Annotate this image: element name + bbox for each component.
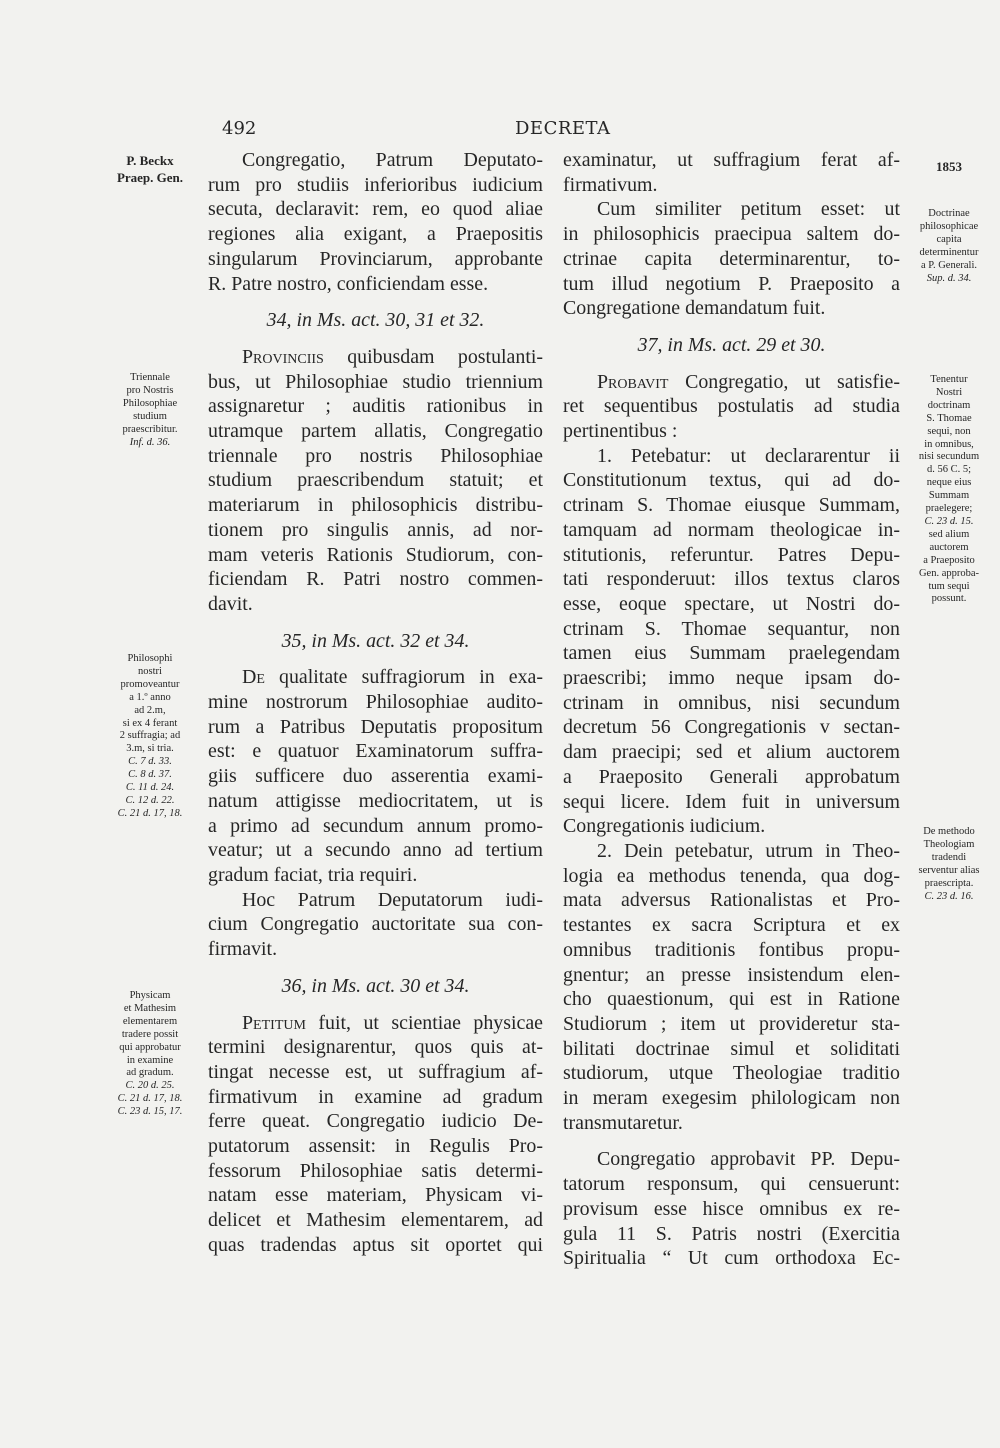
text-line: ret sequentibus postulatis ad studia (563, 395, 900, 418)
margin-note-line: determinentur (919, 246, 979, 258)
text-line: tionem pro singulis annis, ad nor- (208, 518, 543, 541)
text-line: Congregatio approbavit PP. Depu- (597, 1148, 900, 1171)
text-line: in meram exegesim philologicam non (563, 1087, 900, 1110)
text-line: ctrinam in omnibus, nisi secundum (563, 691, 900, 714)
running-title: DECRETA (515, 118, 611, 139)
text-line: ferre queat. Congregatio iudicio De- (208, 1110, 543, 1133)
margin-note-line: Gen. approba- (918, 567, 980, 579)
text-line: assignaretur ; auditis rationibus in (208, 395, 543, 418)
margin-note-line: qui approbatur (119, 1041, 181, 1053)
margin-note-line: Philosophi (127, 653, 173, 664)
text-line: transmutaretur. (563, 1111, 683, 1134)
margin-citation: Sup. d. 34. (926, 272, 972, 284)
margin-note-line: praescribitur. (122, 423, 178, 435)
small-caps-lead: Provinciis (242, 345, 324, 368)
text-line: Studiorum ; item ut provideretur sta- (563, 1012, 900, 1035)
margin-note-line: Triennale (130, 372, 170, 383)
margin-citation: C. 20 d. 25. (125, 1080, 175, 1092)
text-line: giis sufficere duo asserentia exami- (208, 765, 543, 788)
text-line: natam esse materiam, Physicam vi- (208, 1184, 543, 1207)
text-line: tingat necesse est, ut suffragium af- (208, 1060, 543, 1083)
paragraph-gap (208, 296, 543, 308)
margin-note-line: promoveantur (120, 678, 180, 690)
margin-citation: C. 23 d. 15. (924, 515, 974, 527)
text-line: rum a Patribus Deputatis propositum (208, 715, 543, 738)
text-line: tati responderuut: illos textus claros (563, 568, 900, 591)
right-margin-note (903, 208, 995, 285)
margin-note-line: Nostri (935, 386, 963, 398)
text-line: mine nostrorum Philosophiae audito- (208, 691, 543, 714)
text-line: sequi licere. Idem fuit in universum (563, 790, 900, 813)
text-line: secuta, declaravit: rem, eo quod aliae (208, 198, 543, 221)
margin-note-line: De methodo (923, 826, 975, 837)
margin-note-line: si ex 4 ferant (122, 717, 178, 729)
text-line: Probavit Congregatio, ut satisfie- (597, 370, 900, 393)
margin-note-line: P. Beckx (126, 153, 174, 168)
right-margin-note (903, 374, 995, 606)
margin-citation: C. 23 d. 16. (924, 890, 974, 902)
margin-note-line: praelegere; (925, 503, 973, 515)
text-line: tamquam ad normam theologicae in- (563, 518, 900, 541)
margin-note-line: Summam (928, 490, 970, 502)
text-line: tatorum responsum, qui censuerunt: (563, 1173, 900, 1196)
paragraph-gap (208, 962, 543, 974)
decree-heading: 35, in Ms. act. 32 et 34. (281, 629, 470, 652)
margin-note-line: doctrinam (927, 399, 971, 411)
text-line: ficiendam R. Patri nostro commen- (208, 568, 543, 591)
margin-citation: C. 23 d. 15, 17. (117, 1106, 183, 1118)
margin-note-line: Praep. Gen. (116, 170, 184, 185)
small-caps-lead: Probavit (597, 370, 669, 393)
text-line: testantes ex sacra Scriptura et ex (563, 914, 900, 937)
text-line: esse, eoque spectare, ut Nostri do- (563, 592, 900, 615)
text-line: a Praeposito Generali approbatum (563, 765, 900, 788)
margin-note-line: studium (133, 410, 167, 422)
margin-note-line: nisi secundum (918, 451, 980, 463)
text-line: in philosophicis praecipua saltem do- (563, 223, 900, 246)
text-line: praescribi; immo neque ipsam do- (563, 667, 900, 690)
text-line: tamen eius Summam praelegendam (563, 642, 900, 665)
margin-note-line: tradendi (931, 851, 967, 863)
margin-citation: C. 7 d. 33. (128, 756, 172, 768)
margin-note-line: a 1.º anno (129, 691, 171, 703)
text-line: studium praescribendum statuit; et (208, 469, 543, 492)
text-line: firmativum. (563, 173, 658, 196)
margin-note-line: auctorem (929, 541, 969, 553)
text-line: mam veteris Rationis Studiorum, con- (208, 543, 543, 566)
text-line: quas tradendas aptus sit oportet qui (208, 1233, 543, 1256)
margin-note-line: 2 suffragia; ad (119, 730, 181, 742)
text-line: putatorum assensit: in Regulis Pro- (208, 1135, 543, 1158)
text-line: cium Congregatio auctoritate sua con- (208, 913, 543, 936)
paragraph-gap (563, 358, 900, 370)
text-line: De qualitate suffragiorum in exa- (242, 666, 543, 689)
decree-heading: 36, in Ms. act. 30 et 34. (281, 974, 470, 997)
margin-citation: C. 11 d. 24. (125, 782, 175, 794)
margin-citation: Inf. d. 36. (129, 436, 171, 448)
margin-note-line: sequi, non (927, 425, 971, 437)
text-line: termini designarentur, quos quis at- (208, 1036, 543, 1059)
text-line: pertinentibus : (563, 420, 678, 443)
decree-heading: 37, in Ms. act. 29 et 30. (637, 333, 826, 356)
left-margin-note (100, 653, 200, 821)
text-line: Provinciis quibusdam postulanti- (242, 345, 543, 368)
margin-note-line: d. 56 C. 5; (926, 464, 972, 476)
margin-note-line: elementarem (122, 1015, 178, 1027)
margin-note-line: Doctrinae (928, 208, 970, 219)
text-line: ctrinam S. Thomae eiusque Summam, (563, 494, 900, 517)
text-line: Congregationis iudicium. (563, 815, 766, 838)
right-margin-note (903, 826, 995, 903)
margin-note-line: ad 2.m, (134, 704, 166, 716)
text-line: bus, ut Philosophiae studio triennium (208, 370, 543, 393)
margin-note-line: a P. Generali. (921, 259, 977, 271)
margin-citation: C. 12 d. 22. (125, 794, 175, 806)
margin-note-line: philosophicae (919, 220, 979, 232)
text-line: regiones alia exigant, a Praepositis (208, 223, 543, 246)
text-line: logia ea methodus tenenda, qua dog- (563, 864, 900, 887)
margin-note-line: 1853 (936, 159, 962, 174)
text-line: triennale pro nostris Philosophiae (208, 444, 543, 467)
margin-note-line: praescripta. (924, 877, 974, 889)
text-line: Hoc Patrum Deputatorum iudi- (242, 888, 543, 911)
margin-note-line: capita (936, 233, 962, 245)
margin-note-line: pro Nostris (126, 384, 174, 396)
margin-citation: C. 21 d. 17, 18. (117, 807, 183, 819)
margin-note-line: possunt. (931, 593, 967, 605)
left-margin-note (100, 152, 200, 186)
text-line: ctrinam S. Thomae sequantur, non (563, 617, 900, 640)
text-line: studiorum, utque Theologiae traditio (563, 1062, 900, 1085)
margin-note-line: Tenentur (930, 374, 968, 385)
page-number: 492 (222, 118, 257, 139)
text-line: decretum 56 Congregationis v sectan- (563, 716, 900, 739)
text-line: davit. (208, 592, 253, 615)
text-line: R. Patre nostro, conficiendam esse. (208, 272, 489, 295)
text-line: Constitutionum textus, qui ad do- (563, 469, 900, 492)
left-text-column (208, 148, 543, 1258)
text-line: rum pro studiis inferioribus iudicium (208, 173, 543, 196)
paragraph-gap (563, 321, 900, 333)
margin-note-line: Physicam (129, 990, 171, 1001)
right-text-column (563, 148, 900, 1271)
text-line: mata adversus Rationalistas et Pro- (563, 889, 900, 912)
paragraph-gap (208, 333, 543, 345)
text-line: fessorum Philosophiae satis determi- (208, 1159, 543, 1182)
text-line: omnibus traditionis fontibus propu- (563, 938, 900, 961)
text-line: 2. Dein petebatur, utrum in Theo- (597, 839, 900, 862)
text-line: Cum similiter petitum esset: ut (597, 198, 900, 221)
text-line: bilitati doctrinae simul et soliditati (563, 1037, 900, 1060)
text-line: firmativum in examine ad gradum (208, 1085, 543, 1108)
paragraph-gap (208, 999, 543, 1011)
small-caps-lead: Petitum (242, 1011, 306, 1034)
margin-note-line: tradere possit (121, 1028, 179, 1040)
text-line: a primo ad secundum annum promo- (208, 814, 543, 837)
paragraph-gap (208, 653, 543, 665)
text-line: gradum faciat, tria requiri. (208, 863, 418, 886)
margin-note-line: nostri (138, 665, 162, 677)
text-line: singularum Provinciarum, approbante (208, 247, 543, 270)
small-caps-lead: De (242, 666, 265, 689)
text-line: dam praecipi; sed et alium auctorem (563, 741, 900, 764)
margin-note-line: S. Thomae (926, 412, 972, 424)
text-line: Congregatio, Patrum Deputato- (242, 149, 543, 171)
margin-note-line: Theologiam (923, 838, 975, 850)
text-line: Spiritualia “ Ut cum orthodoxa Ec- (563, 1247, 900, 1270)
margin-citation: C. 21 d. 17, 18. (117, 1093, 183, 1105)
margin-note-line: tum sequi (928, 580, 970, 592)
margin-note-line: neque eius (926, 477, 972, 489)
margin-note-line: in omnibus, (924, 438, 974, 450)
text-line: Petitum fuit, ut scientiae physicae (242, 1011, 543, 1034)
text-line: utramque partem allatis, Congregatio (208, 420, 543, 443)
margin-note-line: sed alium (928, 528, 970, 540)
text-line: veatur; ut a secundo anno ad tertium (208, 839, 543, 862)
margin-citation: C. 8 d. 37. (128, 769, 172, 781)
margin-note-line: in examine (126, 1054, 174, 1066)
text-line: gnentur; an presse insistendum elen- (563, 963, 900, 986)
margin-note-line: 3.m, si tria. (126, 743, 174, 755)
text-line: ctrinae capita determinarentur, to- (563, 247, 900, 270)
margin-note-line: et Mathesim (123, 1002, 177, 1014)
text-line: examinatur, ut suffragium ferat af- (563, 149, 900, 171)
paragraph-gap (208, 617, 543, 629)
paragraph-gap (563, 1135, 900, 1147)
text-line: est: e quatuor Examinatorum suffra- (208, 740, 543, 763)
left-margin-note (100, 372, 200, 449)
margin-note-line: ad gradum. (126, 1067, 174, 1079)
text-line: 1. Petebatur: ut declararentur ii (597, 444, 900, 467)
right-margin-note (903, 158, 995, 175)
text-line: stitutionis, referuntur. Patres Depu- (563, 543, 900, 566)
text-line: provisum esse hisce omnibus ex re- (563, 1197, 900, 1220)
left-margin-note (100, 990, 200, 1119)
text-line: Congregatione demandatum fuit. (563, 297, 826, 320)
margin-note-line: a Praeposito (923, 554, 975, 566)
text-line: delicet et Mathesim elementarem, ad (208, 1209, 543, 1232)
text-line: natum attigisse mediocritatem, ut is (208, 789, 543, 812)
margin-note-line: Philosophiae (122, 397, 178, 409)
text-line: tum illud negotium P. Praeposito a (563, 272, 900, 295)
text-line: materiarum in philosophicis distribu- (208, 494, 543, 517)
text-line: cho quaestionum, qui est in Ratione (563, 988, 900, 1011)
margin-note-line: serventur alias (918, 864, 980, 876)
text-line: gula 11 S. Patris nostri (Exercitia (563, 1222, 900, 1245)
text-line: firmavit. (208, 938, 278, 961)
decree-heading: 34, in Ms. act. 30, 31 et 32. (266, 309, 485, 332)
